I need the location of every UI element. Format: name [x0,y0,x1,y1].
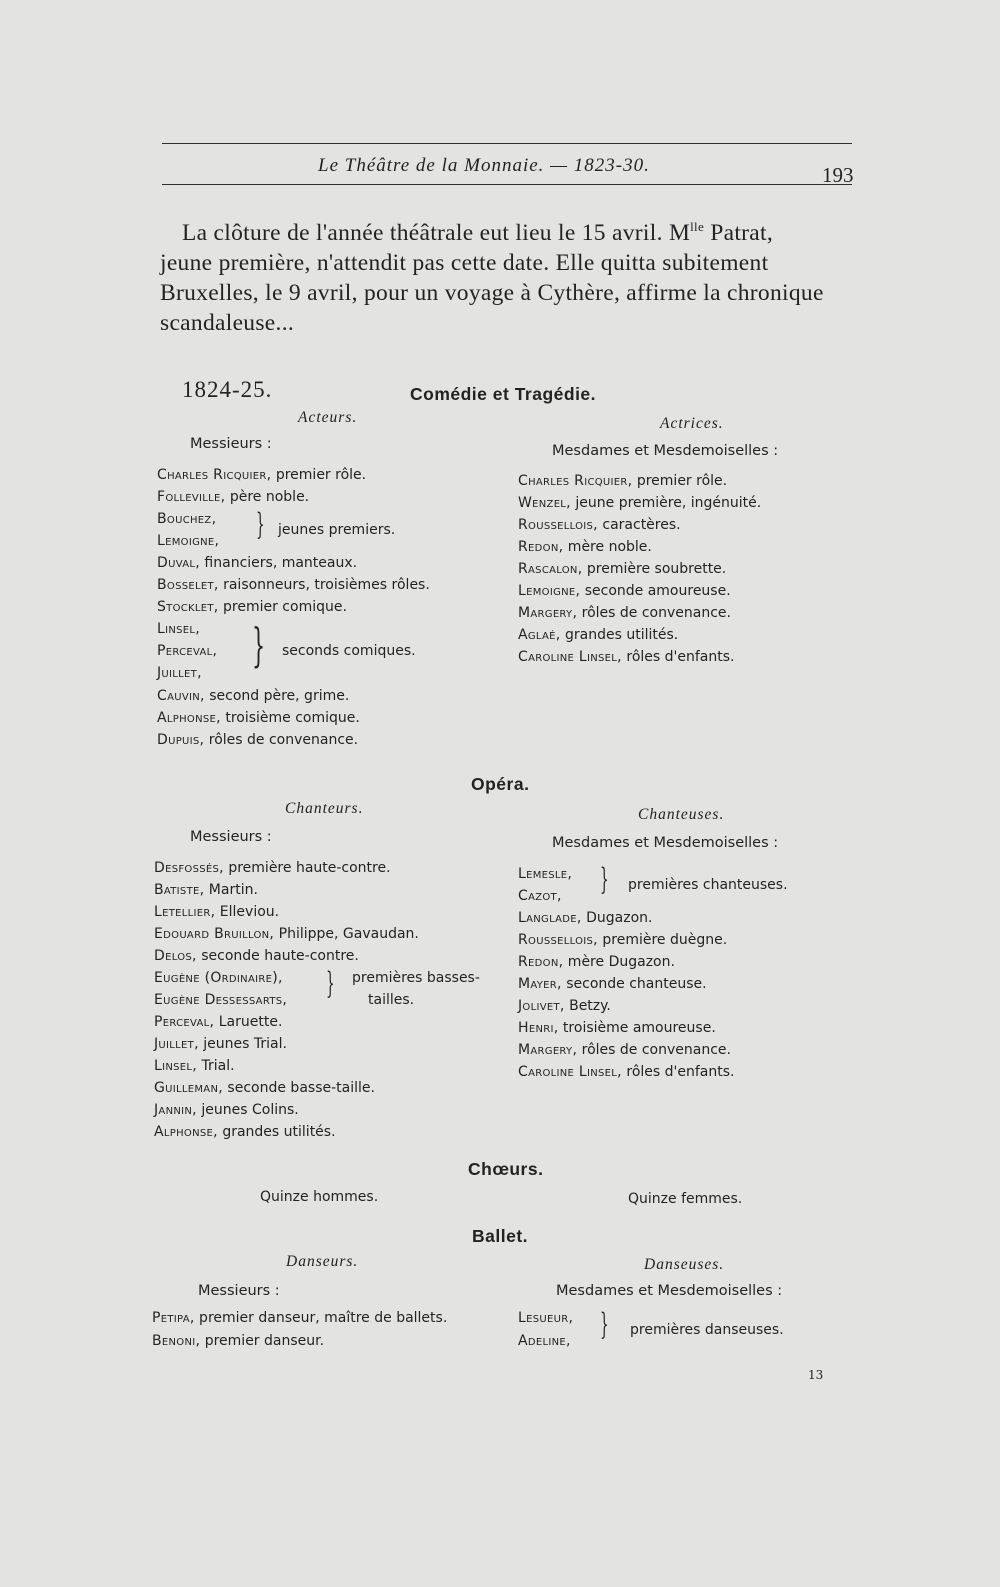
season-heading: 1824-25. [182,377,273,402]
brace-icon: } [600,862,609,897]
cast-name: Lemesle, [518,866,573,882]
intro-line: La clôture de l'année théâtrale eut lieu le 15 avril. $M^{lle}$ Patrat, [182,219,774,246]
cast-entry: Bosselet, raisonneurs, troisièmes rôles. [157,577,430,593]
intro-line: jeune première, n'attendit pas cette date. Elle quitta subitement [160,249,769,276]
cast-entry: Roussellois, première duègne. [518,932,728,948]
cast-role: seconds comiques. [282,643,416,659]
cast-entry: Margery, rôles de convenance. [518,1042,731,1058]
cast-name: Cazot, [518,888,562,904]
cast-entry: Duval, financiers, manteaux. [157,555,358,571]
salutation-messieurs: Messieurs : [190,829,272,845]
cast-entry: Folleville, père noble. [157,489,310,505]
cast-entry: Alphonse, grandes utilités. [154,1124,336,1140]
subheading-chanteurs: Chanteurs. [285,800,364,817]
cast-name: Bouchez, [157,511,217,527]
cast-entry: Redon, mère noble. [518,539,652,555]
choeurs-men: Quinze hommes. [260,1189,379,1205]
cast-entry: Cauvin, second père, grime. [157,688,350,704]
section-title-opera: Opéra. [471,774,530,794]
cast-entry: Charles Ricquier, premier rôle. [157,467,367,483]
subheading-actrices: Actrices. [660,415,724,432]
cast-entry: Jannin, jeunes Colins. [154,1102,299,1118]
subheading-danseuses: Danseuses. [644,1256,725,1273]
cast-entry: Desfossés, première haute-contre. [154,860,391,876]
cast-entry: Caroline Linsel, rôles d'enfants. [518,1064,735,1080]
cast-entry: Delos, seconde haute-contre. [154,948,359,964]
choeurs-women: Quinze femmes. [628,1191,743,1207]
cast-entry: Petipa, premier danseur, maître de ballets. [152,1310,448,1326]
cast-entry: Jolivet, Betzy. [518,998,611,1014]
cast-entry: Letellier, Elleviou. [154,904,280,920]
cast-name: Eugène (Ordinaire), [154,970,283,986]
cast-entry: Margery, rôles de convenance. [518,605,731,621]
subheading-chanteuses: Chanteuses. [638,806,725,823]
cast-entry: Alphonse, troisième comique. [157,710,360,726]
brace-icon: } [252,618,266,672]
cast-entry: Benoni, premier danseur. [152,1333,325,1349]
cast-name: Juillet, [157,665,202,681]
cast-entry: Stocklet, premier comique. [157,599,347,615]
page-number: 193 [822,163,854,187]
cast-entry: Rascalon, première soubrette. [518,561,727,577]
cast-entry: Charles Ricquier, premier rôle. [518,473,728,489]
cast-entry: Edouard Bruillon, Philippe, Gavaudan. [154,926,419,942]
subheading-acteurs: Acteurs. [298,409,358,426]
cast-entry: Batiste, Martin. [154,882,258,898]
section-title-choeurs: Chœurs. [468,1159,544,1179]
header-top-rule [162,143,852,144]
cast-entry: Juillet, jeunes Trial. [154,1036,287,1052]
brace-icon: } [600,1307,609,1342]
cast-name: Lesueur, [518,1310,574,1326]
cast-name: Perceval, [157,643,218,659]
intro-line: scandaleuse... [160,309,295,336]
brace-icon: } [326,966,335,1001]
cast-name: Adeline, [518,1333,571,1349]
subheading-danseurs: Danseurs. [286,1253,359,1270]
section-title-comedie: Comédie et Tragédie. [410,384,597,404]
brace-icon: } [256,507,265,542]
cast-entry: Henri, troisième amoureuse. [518,1020,716,1036]
cast-role: tailles. [368,992,415,1008]
cast-name: Eugène Dessessarts, [154,992,288,1008]
intro-paragraph [160,212,860,338]
cast-name: Lemoigne, [157,533,220,549]
cast-entry: Dupuis, rôles de convenance. [157,732,359,748]
cast-entry: Lemoigne, seconde amoureuse. [518,583,731,599]
cast-role: jeunes premiers. [278,522,396,538]
intro-line: Bruxelles, le 9 avril, pour un voyage à Cythère, affirme la chronique [160,279,824,306]
salutation-mesdames: Mesdames et Mesdemoiselles : [552,835,779,851]
salutation-messieurs: Messieurs : [198,1283,280,1299]
cast-entry: Aglaé, grandes utilités. [518,627,679,643]
cast-entry: Langlade, Dugazon. [518,910,653,926]
running-title: Le Théâtre de la Monnaie. — 1823-30. [318,155,650,176]
cast-entry: Caroline Linsel, rôles d'enfants. [518,649,735,665]
cast-role: premières basses- [352,970,480,986]
cast-entry: Mayer, seconde chanteuse. [518,976,707,992]
signature-mark: 13 [808,1368,824,1382]
cast-entry: Wenzel, jeune première, ingénuité. [518,495,762,511]
salutation-mesdames: Mesdames et Mesdemoiselles : [552,443,779,459]
salutation-mesdames: Mesdames et Mesdemoiselles : [556,1283,783,1299]
salutation-messieurs: Messieurs : [190,436,272,452]
cast-entry: Linsel, Trial. [154,1058,235,1074]
section-title-ballet: Ballet. [472,1226,529,1246]
cast-entry: Guilleman, seconde basse-taille. [154,1080,375,1096]
cast-entry: Redon, mère Dugazon. [518,954,675,970]
cast-name: Linsel, [157,621,201,637]
cast-entry: Roussellois, caractères. [518,517,681,533]
cast-role: premières danseuses. [630,1322,784,1338]
cast-role: premières chanteuses. [628,877,788,893]
header-bottom-rule [162,184,852,185]
cast-entry: Perceval, Laruette. [154,1014,283,1030]
